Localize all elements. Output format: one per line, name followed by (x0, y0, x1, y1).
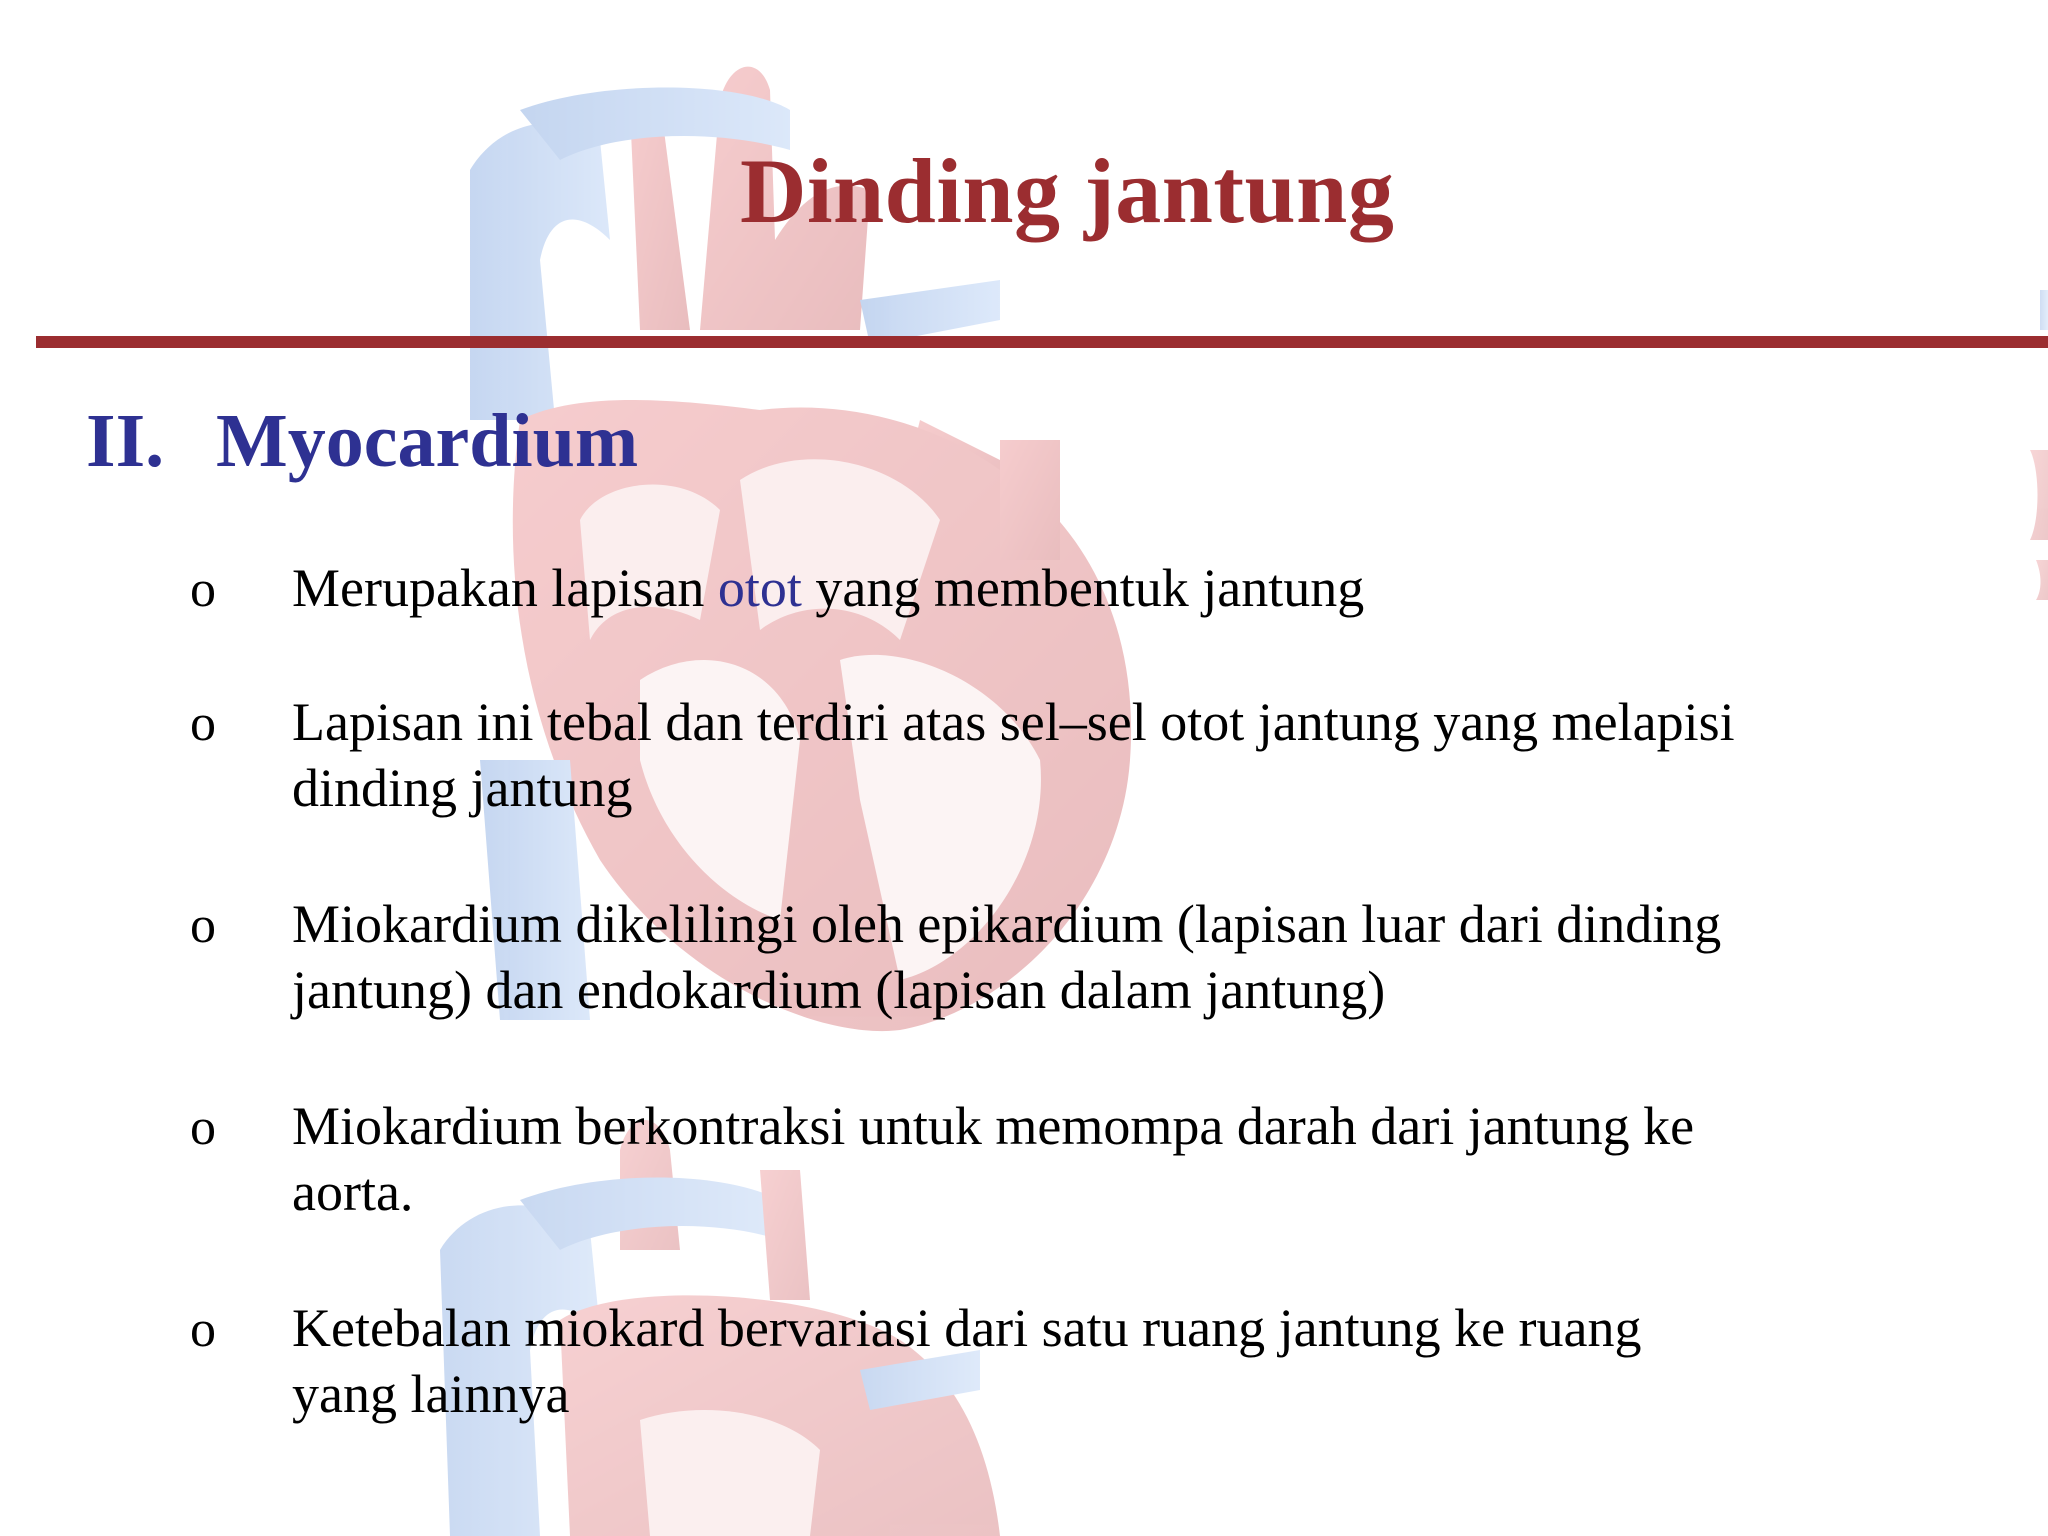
bullet-marker-icon: o (190, 897, 216, 954)
bullet-text: Miokardium dikelilingi oleh epikardium (lapisan luar dari dinding jantung) dan endokardium (lapisan dalam jantung) (292, 894, 1722, 1020)
slide-title: Dinding jantung (740, 140, 1395, 242)
bullet-marker-icon: o (190, 695, 216, 752)
bullet-marker-icon: o (190, 1301, 216, 1358)
bullet-text-pre: Merupakan lapisan (292, 558, 718, 618)
section-number: II. (86, 399, 165, 483)
bullet-marker-icon: o (190, 561, 216, 618)
bullet-text: Miokardium berkontraksi untuk memompa darah dari jantung ke aorta. (292, 1096, 1695, 1222)
bullet-marker-icon: o (190, 1099, 216, 1156)
bullet-text-highlight-link[interactable]: otot (717, 558, 802, 618)
bullet-text: Ketebalan miokard bervariasi dari satu ruang jantung ke ruang yang lainnya (292, 1298, 1642, 1424)
bullet-text: Lapisan ini tebal dan terdiri atas sel–sel otot jantung yang melapisi dinding jantung (292, 692, 1735, 818)
bullet-text (292, 555, 1742, 621)
bullet-text-post: yang membentuk jantung (801, 558, 1365, 618)
section-title: Myocardium (216, 399, 639, 483)
